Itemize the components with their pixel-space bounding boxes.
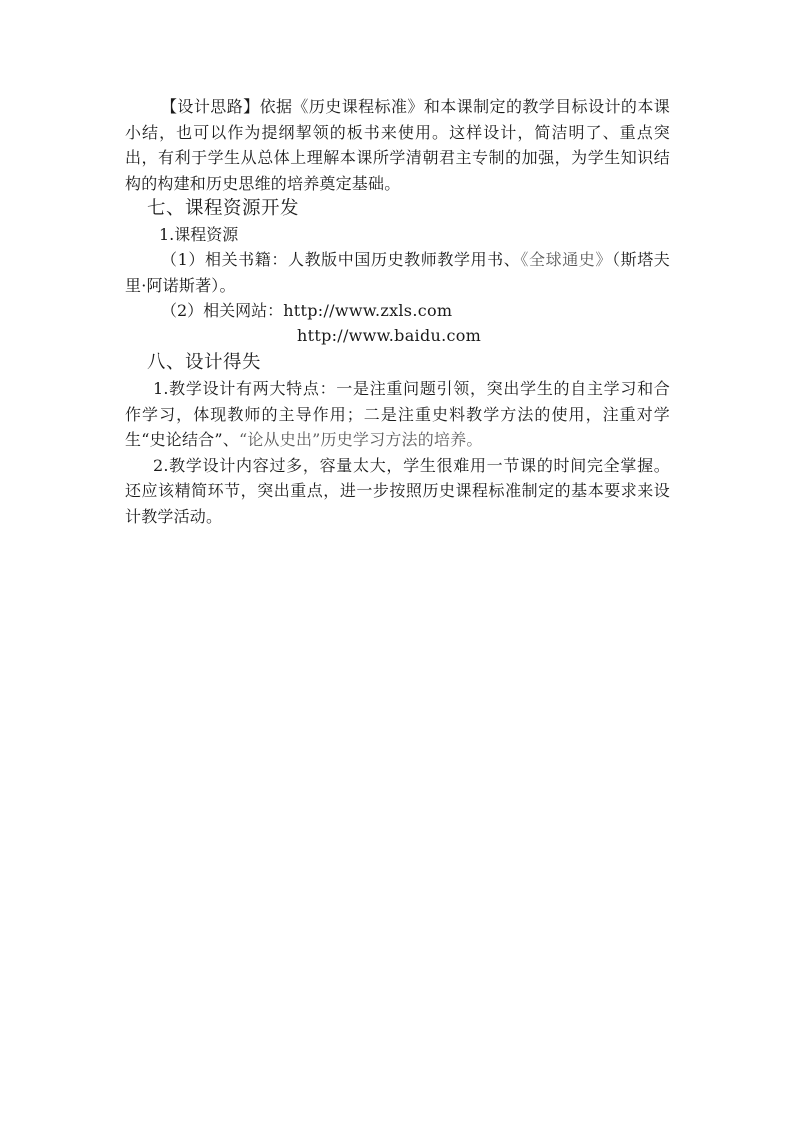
global-history-title: 《全球通史》 [520,250,612,269]
design-point-1-text: 1.教学设计有两大特点：一是注重问题引领，突出学生的自主学习和合作学习，体现教师的主导作用；二是注重史料教学方法的使用，注重对学生“史论结合”、 [125,379,670,449]
site-link-zxls[interactable]: http://www.zxls.com [283,301,453,320]
section-8-heading: 八、设计得失 [147,352,262,373]
related-sites-label: （2）相关网站： [161,301,284,320]
design-idea-text: 依据《历史课程标准》和本课制定的教学目标设计的本课小结，也可以作为提纲挈领的板书来使用。这样设计，简洁明了、重点突出，有利于学生从总体上理解本课所学清朝君主专制的加强，为学生知识结构的构建和历史思维的培养奠定基础。 [125,97,670,193]
site-link-baidu[interactable]: http://www.baidu.com [297,326,482,345]
design-idea-paragraph [125,94,670,196]
design-point-1 [125,376,670,453]
section-7-heading: 七、课程资源开发 [147,198,300,219]
related-books-text: 人教版中国历史教师教学用书、 [287,250,521,269]
related-books-author: （斯塔夫里·阿诺斯著）。 [125,250,670,295]
course-resources-subheading: 1.课程资源 [159,225,239,244]
related-sites-line [125,298,670,323]
design-point-1-tail: “论从史出”历史学习方法的培养。 [238,430,483,449]
document-page [125,94,670,529]
design-point-2: 2.教学设计内容过多，容量太大，学生很难用一节课的时间完全掌握。还应该精简环节，突出重点，进一步按照历史课程标准制定的基本要求来设计教学活动。 [125,455,670,526]
design-idea-tag: 【设计思路】 [161,97,260,116]
related-books-paragraph [125,247,670,298]
related-books-label: （1）相关书籍： [161,250,288,269]
